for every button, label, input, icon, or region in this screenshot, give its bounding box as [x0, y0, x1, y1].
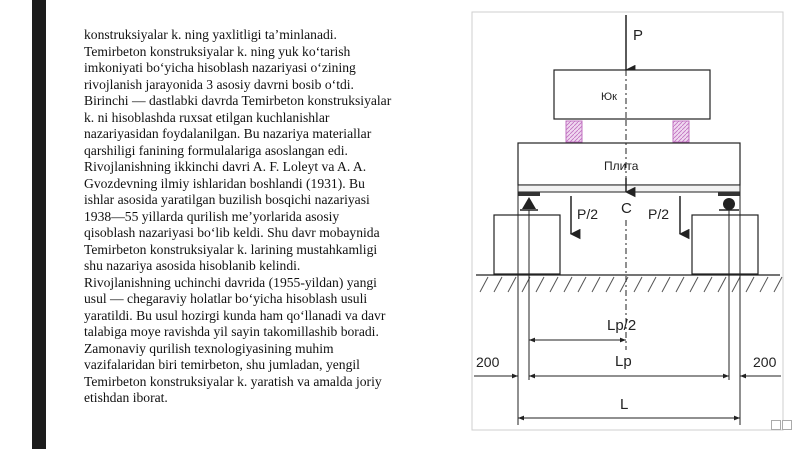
dim-total-label: L [620, 396, 629, 413]
dim-span-label: Lp [615, 353, 632, 370]
text-line: ishlar asosida yaratilgan buzilish bosqichi nazariyasi [84, 192, 370, 207]
roller-support [723, 198, 735, 210]
text-line: Rivojlanishning ikkinchi davri A. F. Loleyt va A. A. [84, 159, 367, 174]
dim-left-offset-label: 200 [476, 354, 500, 370]
text-line: Rivojlanishning uchinchi davrida (1955-yildan) yangi [84, 274, 377, 290]
text-line: imkoniyati bo‘yicha hisoblash nazariyasi o‘zining [84, 60, 356, 75]
slab-test-diagram [470, 10, 785, 432]
text-line: 1938—55 yillarda qurilish me’yorlarida asosiy [84, 208, 340, 224]
text-line: nazariyasidan foydalanilgan. Bu nazariya materiallar [84, 126, 372, 141]
text-line: rivojlanish jarayonida 3 asosiy davrni bosib o‘tdi. [84, 76, 354, 92]
text-line: usul — chegaraviy holatlar bo‘yicha hisoblash usuli [84, 291, 368, 306]
center-label: C [621, 200, 632, 217]
load-block-label: Юк [601, 91, 617, 103]
text-line: k. ni hisoblashda ruxsat etilgan kuchlanishlar [84, 109, 330, 125]
hinge-support [522, 197, 536, 209]
text-line: talabiga moye ravishda yil sayin takomillashib boradi. [84, 324, 379, 339]
text-line: qarshiligi fanining formulalariga asoslangan edi. [84, 142, 348, 158]
text-line: etishdan iborat. [84, 390, 168, 405]
text-line: Temirbeton konstruksiyalar k. ning yuk ko‘tarish [84, 43, 351, 59]
bearing-pad-left [566, 121, 582, 142]
dim-half-span-label: Lp/2 [607, 317, 637, 334]
load-block [554, 70, 710, 119]
half-load-label-left: P/2 [577, 206, 599, 222]
body-text [84, 27, 469, 407]
slide-side-bar [32, 0, 46, 449]
dim-right-offset-label: 200 [753, 354, 777, 370]
load-label: P [633, 27, 644, 44]
text-line: shu nazariya asosida hisoblanib kelindi. [84, 258, 301, 273]
text-line: Temirbeton konstruksiyalar k. larining mustahkamligi [84, 241, 378, 257]
slab-label: Плита [604, 159, 639, 173]
slide-nav-marker [771, 420, 781, 430]
pedestal-right [692, 215, 758, 274]
text-line: Gvozdevning ilmiy ishlaridan boshlandi (1931). Bu [84, 175, 365, 191]
text-line: Zamonaviy qurilish texnologiyasining muhim [84, 340, 334, 356]
pedestal-left [494, 215, 560, 274]
slab-test-svg [470, 10, 785, 432]
text-line: yaratildi. Bu usul hozirgi kunda ham qo‘llanadi va davr [84, 307, 386, 323]
text-line: konstruksiyalar k. ning yaxlitligi ta’minlanadi. [84, 27, 337, 42]
slide-nav-marker [782, 420, 792, 430]
text-line: Birinchi — dastlabki davrda Temirbeton konstruksiyalar [84, 93, 392, 108]
half-load-label-right: P/2 [648, 206, 670, 222]
text-line: vazifalaridan biri temirbeton, shu jumladan, yengil [84, 357, 360, 372]
text-line: Temirbeton konstruksiyalar k. yaratish va amalda joriy [84, 373, 382, 389]
bearing-pad-right [673, 121, 689, 142]
text-line: qisoblash nazariyasi bo‘lib keldi. Shu davr mobaynida [84, 225, 380, 240]
